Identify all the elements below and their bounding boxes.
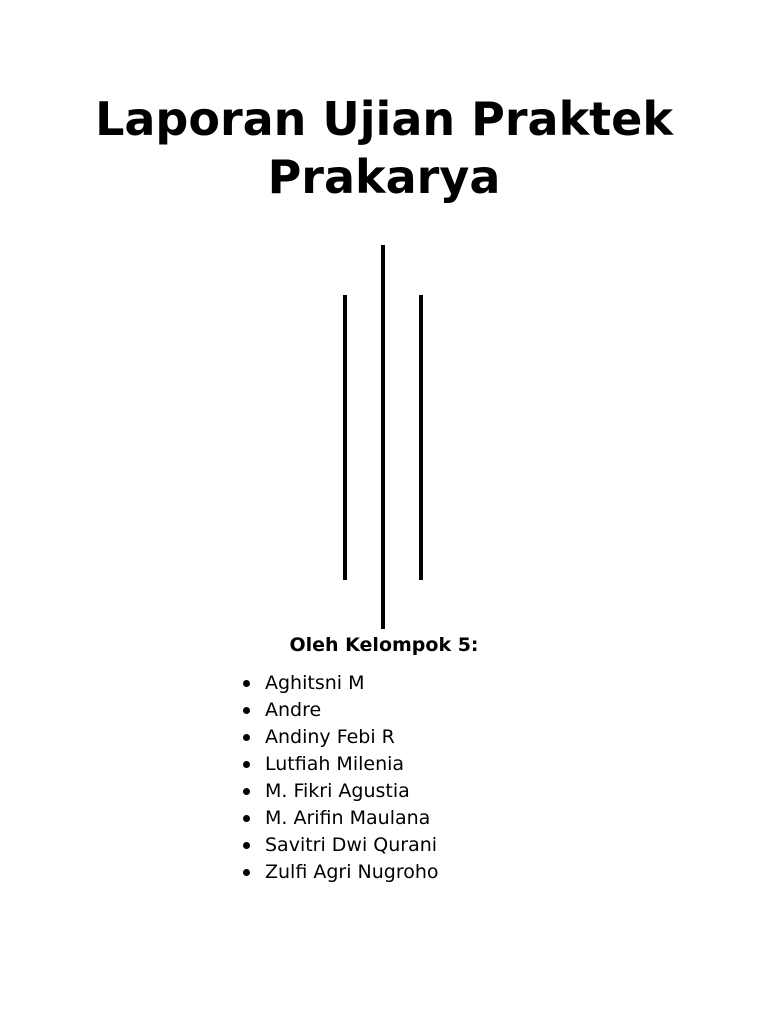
member-name: Zulfi Agri Nugroho: [265, 861, 439, 883]
bullet-icon: [243, 707, 250, 714]
bullet-icon: [243, 761, 250, 768]
bullet-icon: [243, 869, 250, 876]
member-name: Andre: [265, 699, 322, 721]
member-item: [243, 697, 439, 724]
decorative-bar-right: [419, 295, 423, 580]
member-name: Andiny Febi R: [265, 726, 395, 748]
member-name: Lutfiah Milenia: [265, 753, 405, 775]
bullet-icon: [243, 842, 250, 849]
bullet-icon: [243, 815, 250, 822]
member-list: [243, 670, 439, 886]
member-name: Aghitsni M: [265, 672, 365, 694]
member-name: Savitri Dwi Qurani: [265, 834, 438, 856]
member-item: [243, 778, 439, 805]
title-line-2: Prakarya: [267, 150, 501, 204]
member-item: [243, 751, 439, 778]
bullet-icon: [243, 734, 250, 741]
member-name: M. Fikri Agustia: [265, 780, 410, 802]
title-line-1: Laporan Ujian Praktek: [95, 92, 673, 146]
member-item: [243, 670, 439, 697]
member-name: M. Arifin Maulana: [265, 807, 431, 829]
group-heading: Oleh Kelompok 5:: [289, 634, 479, 656]
decorative-bar-left: [343, 295, 347, 580]
decorative-bar-center: [381, 245, 385, 629]
member-item: [243, 859, 439, 886]
document-title: [0, 90, 768, 206]
member-item: [243, 724, 439, 751]
bullet-icon: [243, 680, 250, 687]
member-item: [243, 832, 439, 859]
member-item: [243, 805, 439, 832]
bullet-icon: [243, 788, 250, 795]
